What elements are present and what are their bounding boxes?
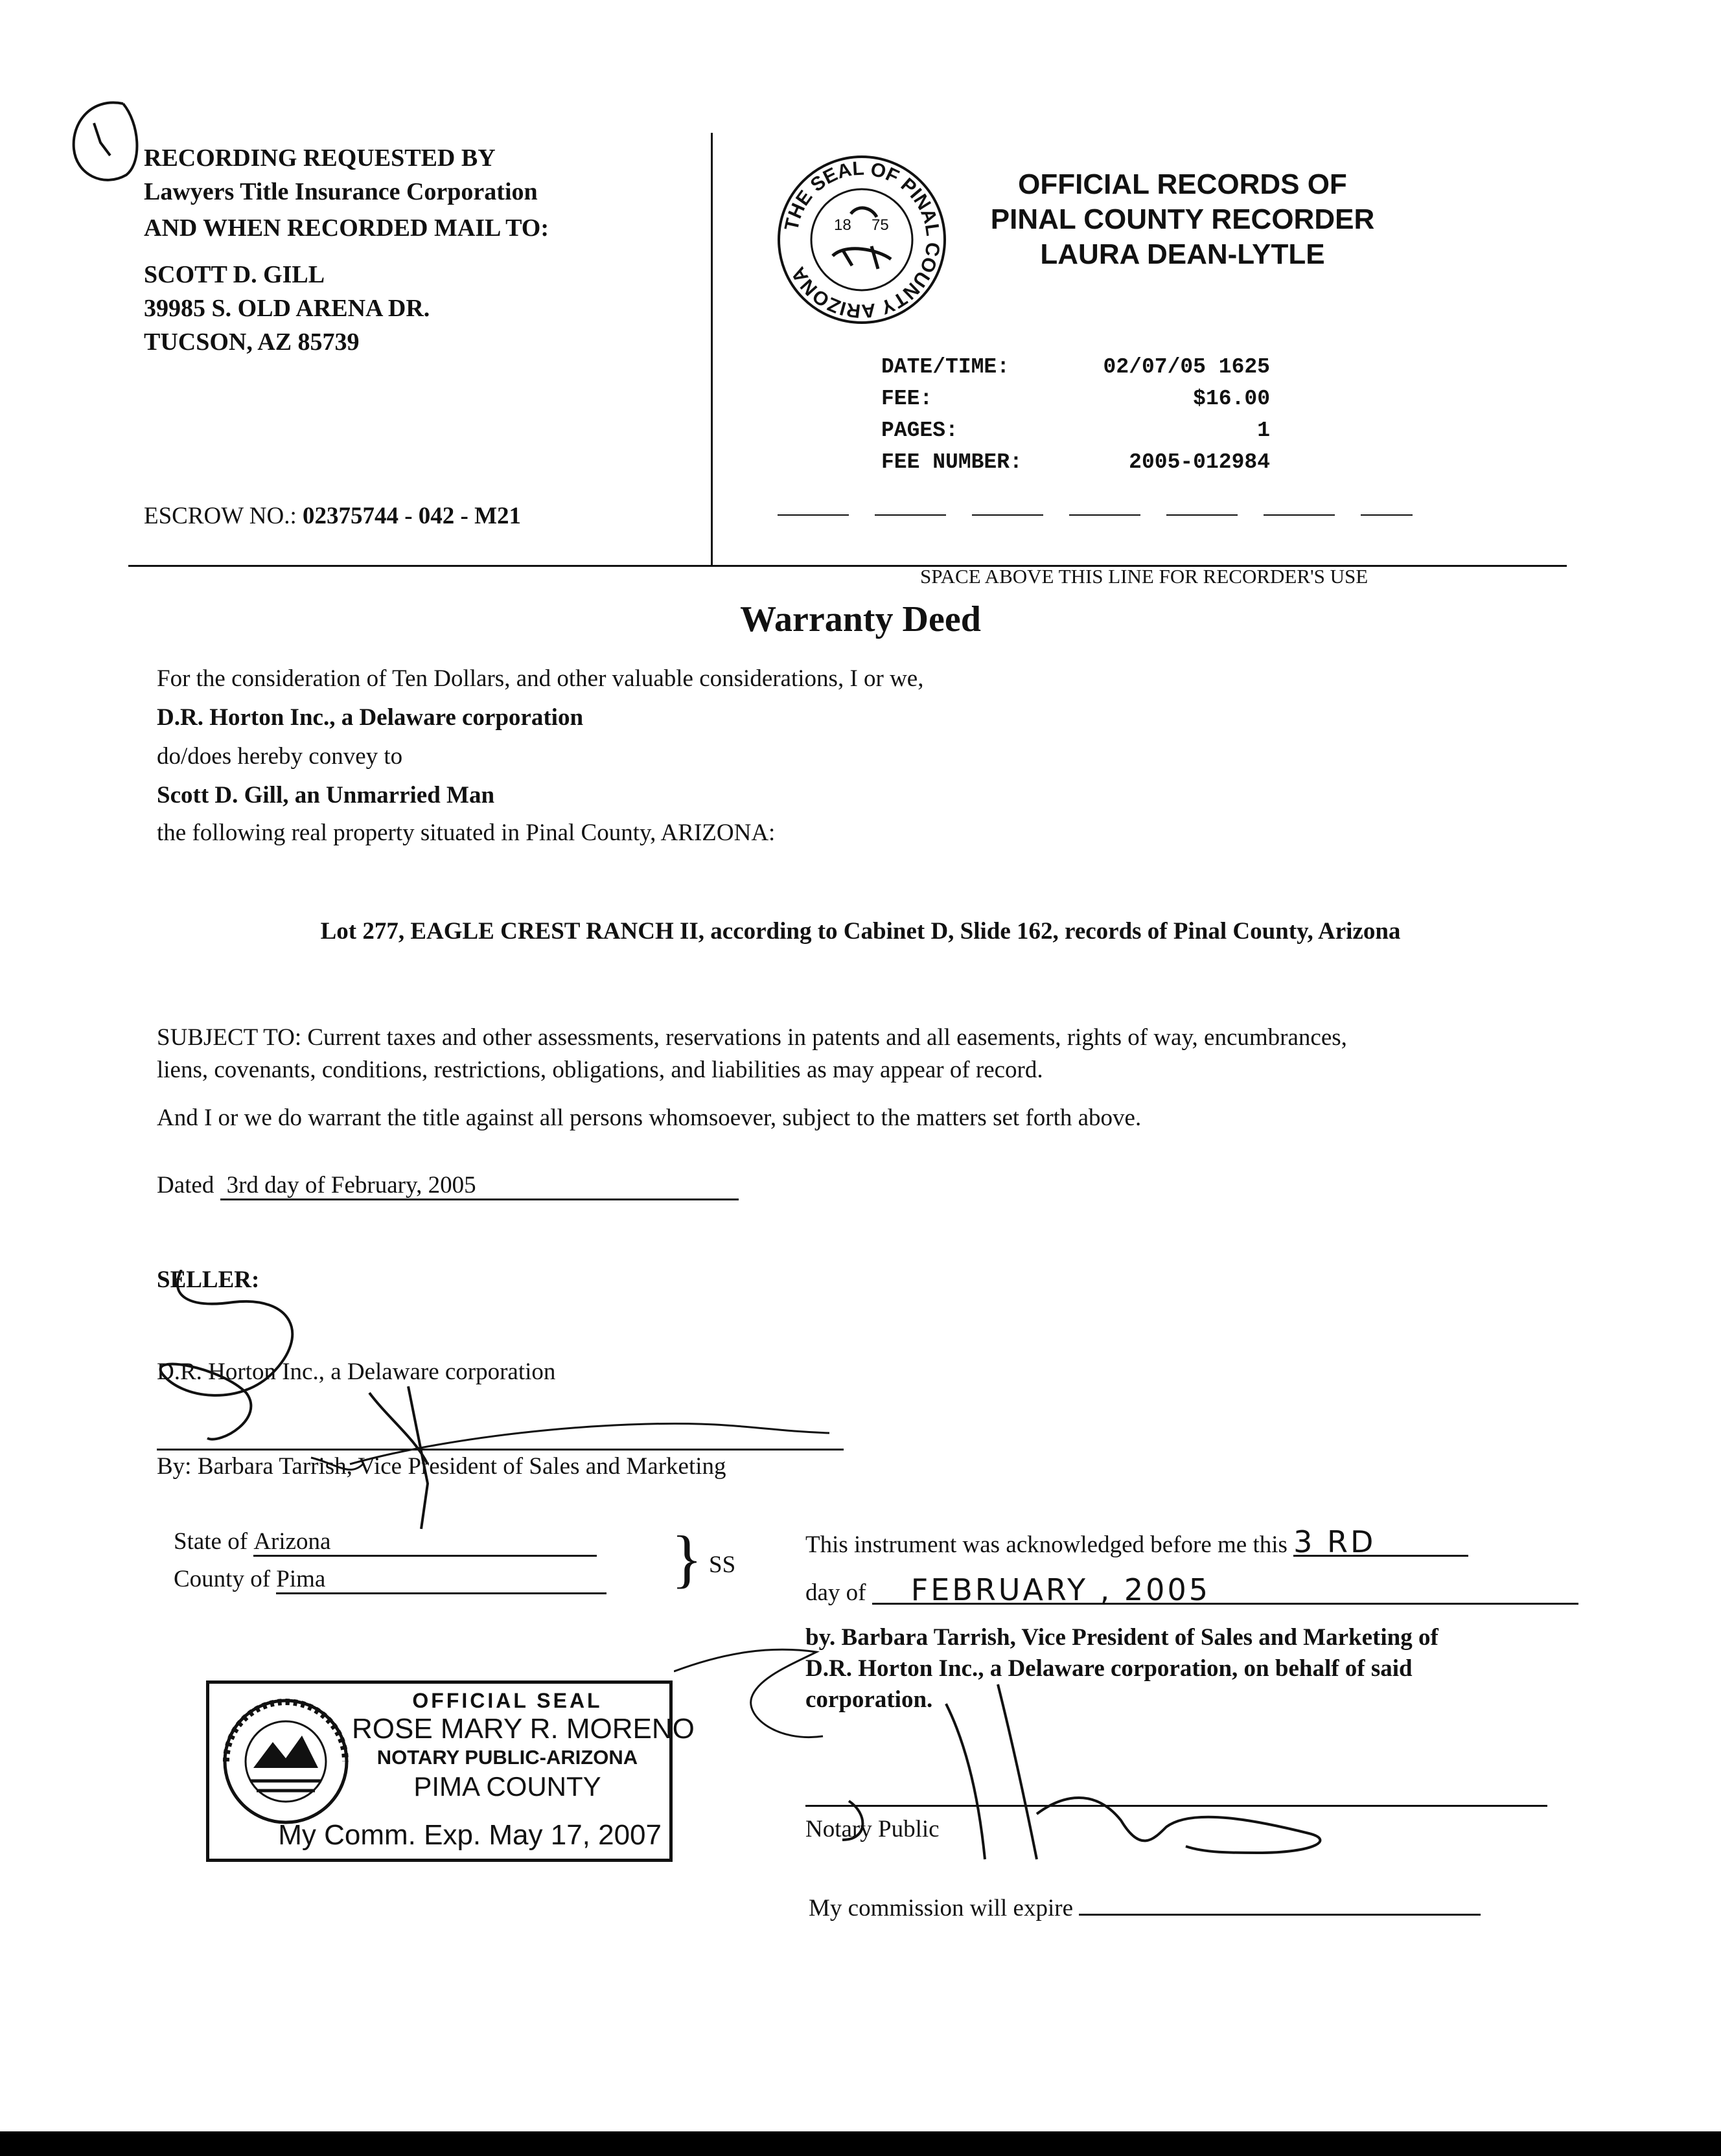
recording-requested-by: RECORDING REQUESTED BY — [144, 144, 496, 172]
scan-bottom-border — [0, 2131, 1721, 2156]
pinal-county-seal-icon — [774, 152, 949, 327]
seal-line-notary-name: ROSE MARY R. MORENO — [352, 1713, 695, 1745]
date-time-value: 02/07/05 1625 — [1103, 355, 1270, 379]
escrow-number — [144, 502, 521, 530]
mail-to-heading: AND WHEN RECORDED MAIL TO: — [144, 214, 549, 242]
notary-signature — [674, 1646, 1374, 1879]
ack-month-year-handwritten: FEBRUARY , 2005 — [872, 1577, 1578, 1605]
recorder-dashed-line — [778, 509, 1413, 522]
seal-line-notary-state: NOTARY PUBLIC-ARIZONA — [376, 1746, 638, 1769]
notary-seal-text — [352, 1688, 695, 1803]
venue-brace: } — [671, 1522, 702, 1594]
ack-day-handwritten: 3 RD — [1293, 1529, 1468, 1557]
requesting-company: Lawyers Title Insurance Corporation — [144, 178, 538, 205]
escrow-label: ESCROW NO.: — [144, 503, 297, 529]
svg-text:THE SEAL OF PINAL COUNTY ARIZO — [781, 158, 943, 322]
fee-value: $16.00 — [1193, 387, 1270, 411]
subject-to-line-2: liens, covenants, conditions, restrictions, obligations, and liabilities as may appear of record. — [157, 1057, 1043, 1083]
header-vertical-divider — [711, 133, 713, 567]
mail-to-name: SCOTT D. GILL — [144, 261, 325, 288]
fee-label: FEE: — [881, 387, 933, 411]
recorder-title-1: OFFICIAL RECORDS OF — [1018, 168, 1347, 200]
ack-line-2 — [805, 1572, 1578, 1609]
seal-year-right: 75 — [872, 216, 889, 234]
seller-signature — [143, 1270, 888, 1542]
dated-line — [157, 1170, 739, 1201]
property-intro: the following real property situated in Pinal County, ARIZONA: — [157, 820, 776, 846]
legal-description: Lot 277, EAGLE CREST RANCH II, according to Cabinet D, Slide 162, records of Pinal County, Arizona — [320, 918, 1401, 945]
commission-date-blank — [1079, 1914, 1481, 1916]
recorder-title-2: PINAL COUNTY RECORDER — [990, 203, 1375, 235]
county-line — [174, 1564, 606, 1595]
recorder-title-block — [969, 167, 1396, 272]
arizona-state-seal-icon — [221, 1697, 351, 1826]
seller-company: D.R. Horton Inc., a Delaware corporation — [157, 1359, 556, 1385]
seal-line-commission: My Comm. Exp. May 17, 2007 — [278, 1819, 662, 1851]
recording-info — [881, 351, 1270, 478]
circled-annotation-mark — [65, 97, 149, 194]
consideration-text: For the consideration of Ten Dollars, and other valuable considerations, I or we, — [157, 665, 924, 692]
date-time-label: DATE/TIME: — [881, 355, 1010, 379]
grantee-name: Scott D. Gill, an Unmarried Man — [157, 782, 495, 808]
ack-line-1-text: This instrument was acknowledged before me this — [805, 1531, 1288, 1558]
seller-signatory: By: Barbara Tarrish, Vice President of Sales and Marketing — [157, 1453, 726, 1480]
seal-year-left: 18 — [834, 216, 851, 234]
fee-number-label: FEE NUMBER: — [881, 450, 1022, 474]
county-value: Pima — [276, 1566, 606, 1594]
fee-number-value: 2005-012984 — [1129, 450, 1270, 474]
ack-by-line-1: by. Barbara Tarrish, Vice President of Sales and Marketing of — [805, 1624, 1438, 1651]
state-label: State of — [174, 1528, 248, 1555]
ack-line-1 — [805, 1524, 1468, 1561]
dated-value: 3rd day of February, 2005 — [220, 1173, 739, 1200]
notary-seal-stamp — [206, 1680, 695, 1862]
dated-label: Dated — [157, 1172, 214, 1198]
mail-to-city: TUCSON, AZ 85739 — [144, 328, 360, 356]
notary-public-label: Notary Public — [805, 1816, 940, 1842]
ack-by-line-3: corporation. — [805, 1686, 933, 1713]
commission-label: My commission will expire — [809, 1895, 1073, 1921]
recorder-space-note: SPACE ABOVE THIS LINE FOR RECORDER'S USE — [920, 565, 1369, 588]
commission-line — [809, 1893, 1481, 1924]
mail-to-street: 39985 S. OLD ARENA DR. — [144, 295, 430, 322]
ss-label: SS — [709, 1552, 736, 1578]
seller-label: SELLER: — [157, 1267, 260, 1293]
day-of-label: day of — [805, 1579, 866, 1606]
ack-by-line-2: D.R. Horton Inc., a Delaware corporation, on behalf of said — [805, 1655, 1413, 1682]
escrow-value: 02375744 - 042 - M21 — [302, 503, 522, 529]
grantor-name: D.R. Horton Inc., a Delaware corporation — [157, 704, 584, 731]
notary-signature-line — [805, 1805, 1547, 1807]
subject-to-line-1: SUBJECT TO: Current taxes and other assessments, reservations in patents and all easements, rights of way, encumbrances, — [157, 1024, 1347, 1051]
deed-title: Warranty Deed — [740, 599, 981, 639]
state-line — [174, 1526, 597, 1557]
seal-line-official: OFFICIAL SEAL — [412, 1689, 603, 1712]
county-label: County of — [174, 1566, 271, 1592]
pages-label: PAGES: — [881, 419, 958, 442]
recorder-title-3: LAURA DEAN-LYTLE — [1040, 238, 1325, 270]
seal-ring-text: THE SEAL OF PINAL COUNTY ARIZONA — [780, 157, 944, 322]
state-value: Arizona — [253, 1529, 597, 1557]
recording-request-block — [144, 141, 549, 359]
convey-text: do/does hereby convey to — [157, 743, 403, 770]
seal-line-county: PIMA COUNTY — [413, 1771, 601, 1802]
pages-value: 1 — [1257, 419, 1270, 442]
warrant-text: And I or we do warrant the title against all persons whomsoever, subject to the matters set forth above. — [157, 1105, 1142, 1131]
